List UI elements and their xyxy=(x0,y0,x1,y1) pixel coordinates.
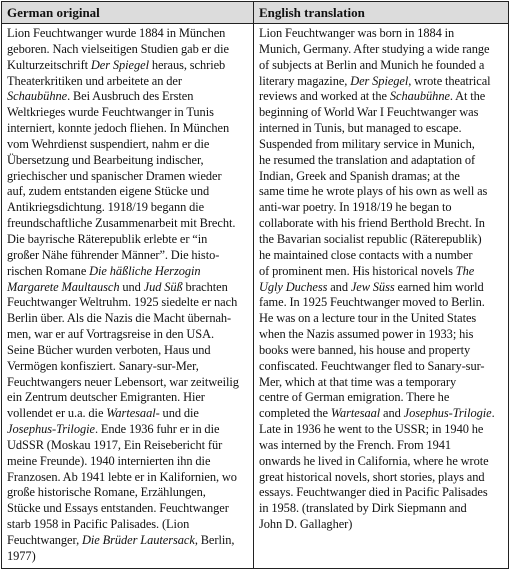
header-row xyxy=(2,2,509,24)
text-line: men, war er auf Vortragsreise in den USA. xyxy=(7,327,215,342)
text-line: confiscated. Feuchtwanger fled to Sanary-sur- xyxy=(259,358,485,373)
text-line: the Bavarian socialist republic (Räterepublik) xyxy=(259,231,482,246)
text-line: centre of German emigration. There he xyxy=(259,390,450,405)
text-line: rischen Romane Die häßliche Herzogin xyxy=(7,263,201,278)
text-line: Lion Feuchtwanger wurde 1884 in München xyxy=(7,26,226,40)
text-line: Josephus-Trilogie. Ende 1936 fuhr er in die xyxy=(7,422,220,437)
text-line: Munich, Germany. After studying a wide range xyxy=(259,41,490,56)
german-text-cell xyxy=(2,24,254,569)
text-line: completed the Wartesaal and Josephus-Trilogie. xyxy=(259,406,495,421)
text-line: auf, zudem entstanden eigene Stücke und xyxy=(7,184,210,199)
text-line: Lion Feuchtwanger was born in 1884 in xyxy=(259,26,455,40)
text-line: freundschaftliche Zusammenarbeit mit Brecht. xyxy=(7,216,236,231)
text-line: when the Nazis assumed power in 1933; his xyxy=(259,327,474,342)
text-line: great historical novels, short stories, plays and xyxy=(259,469,485,484)
text-line: Late in 1936 he went to the USSR; in 1940 he xyxy=(259,422,484,437)
text-line: starb 1958 in Pacific Palisades. (Lion xyxy=(7,517,190,532)
text-line: Berlin über. Als die Nazis die Macht übernah- xyxy=(7,311,232,326)
text-line: Seine Bücher wurden verboten, Haus und xyxy=(7,342,211,357)
text-line: was interned by the French. From 1941 xyxy=(259,437,452,452)
translation-table xyxy=(1,1,509,569)
text-line: Suspended from military service in Munich, xyxy=(259,136,475,151)
text-line: anti-war poetry. In 1918/19 he began to xyxy=(259,200,452,215)
text-line: geboren. Nach vielseitigen Studien gab er die xyxy=(7,41,229,56)
text-line: griechischer und spanischer Dramen wieder xyxy=(7,168,222,183)
text-line: same time he wrote plays of his own as well as xyxy=(259,184,488,199)
text-line: interniert, konnte jedoch fliehen. In München xyxy=(7,121,230,136)
header-german: German original xyxy=(2,2,254,24)
text-line: Feuchtwanger Weltruhm. 1925 siedelte er nach xyxy=(7,295,238,310)
text-line: onwards he lived in California, where he wrote xyxy=(259,453,489,468)
text-line: books were banned, his house and property xyxy=(259,342,471,357)
text-line: Margarete Maultausch und Jud Süß brachten xyxy=(7,279,228,294)
text-line: literary magazine, Der Spiegel, wrote theatrical xyxy=(259,73,491,88)
text-line: vom Wehrdienst suspendiert, nahm er die xyxy=(7,136,210,151)
text-line: Schaubühne. Bei Ausbruch des Ersten xyxy=(7,89,194,104)
body-row xyxy=(2,24,509,569)
text-line: Franzosen. Ab 1941 lebte er in Kalifornien, wo xyxy=(7,469,237,484)
text-line: meine Freunde). 1940 internierten ihn die xyxy=(7,453,211,468)
text-line: UdSSR (Moskau 1917, Ein Reisebericht für xyxy=(7,437,223,452)
text-line: he resumed the translation and adaptation of xyxy=(259,152,476,167)
english-text-cell xyxy=(254,24,509,569)
text-line: Feuchtwanger, Die Brüder Lautersack, Berlin, xyxy=(7,533,235,547)
text-line: essays. Feuchtwanger died in Pacific Palisades xyxy=(259,485,488,500)
text-line: he maintained close contacts with a number xyxy=(259,247,473,262)
text-line: interned in Tunis, but managed to escape. xyxy=(259,121,462,136)
text-line: Stücke und Essays entstanden. Feuchtwanger xyxy=(7,501,229,516)
text-line: Vermögen konfisziert. Sanary-sur-Mer, xyxy=(7,358,199,373)
text-line: Mer, which at that time was a temporary xyxy=(259,374,457,389)
text-line: in 1958. (translated by Dirk Siepmann and xyxy=(259,501,467,516)
text-line: Die bayrische Räterepublik erlebte er “in xyxy=(7,231,208,246)
text-line: vollendet er u.a. die Wartesaal- und die xyxy=(7,406,199,421)
text-line: beginning of World War I Feuchtwanger was xyxy=(259,105,479,120)
text-line: 1977) xyxy=(7,548,36,563)
text-line: He was on a lecture tour in the United States xyxy=(259,311,477,326)
text-line: Übersetzung und Bearbeitung indischer, xyxy=(7,152,204,167)
text-line: großer Nähe führender Männer”. Die histo- xyxy=(7,247,220,262)
text-line: Ugly Duchess and Jew Süss earned him world xyxy=(259,279,484,294)
text-line: Weltkrieges wurde Feuchtwanger in Tunis xyxy=(7,105,214,120)
header-english: English translation xyxy=(254,2,509,24)
text-line: große historische Romane, Erzählungen, xyxy=(7,485,206,500)
text-line: Indian, Greek and Spanish dramas; at the xyxy=(259,168,460,183)
text-line: Antikriegsdichtung. 1918/19 begann die xyxy=(7,200,205,215)
text-line: Feuchtwangers neuer Lebensort, war zeitweilig xyxy=(7,374,239,389)
text-line: collaborate with his friend Berthold Brecht. In xyxy=(259,216,485,231)
text-line: reviews and worked at the Schaubühne. At the xyxy=(259,89,486,104)
text-line: of subjects at Berlin and Munich he founded a xyxy=(259,57,485,72)
text-line: of prominent men. His historical novels The xyxy=(259,263,475,278)
text-line: ein Zentrum deutscher Emigranten. Hier xyxy=(7,390,205,405)
text-line: Theaterkritiken und arbeitete an der xyxy=(7,73,182,88)
text-line: John D. Gallagher) xyxy=(259,517,353,532)
text-line: Kulturzeitschrift Der Spiegel heraus, schrieb xyxy=(7,57,226,72)
text-line: fame. In 1925 Feuchtwanger moved to Berlin. xyxy=(259,295,485,310)
